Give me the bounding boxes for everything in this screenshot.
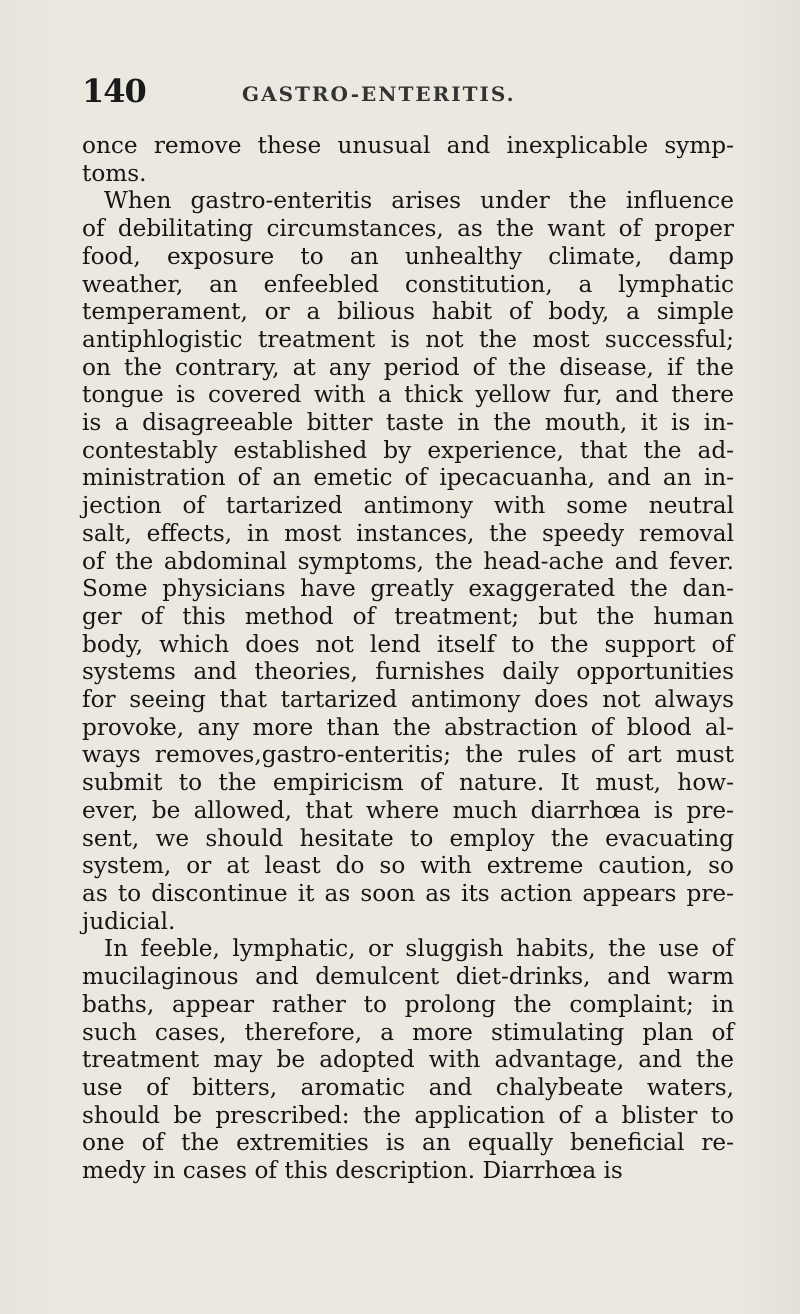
page-number: 140: [82, 72, 146, 110]
text-line: one of the extremities is an equally beneficial re-: [82, 1129, 734, 1157]
text-line: antiphlogistic treatment is not the most successful;: [82, 325, 734, 353]
paragraph-treatment: [82, 187, 734, 935]
text-line: baths, appear rather to prolong the complaint; in: [82, 990, 734, 1018]
text-line: weather, an enfeebled constitution, a lymphatic: [82, 270, 734, 298]
text-line: ger of this method of treatment; but the human: [82, 602, 734, 630]
text-line: salt, effects, in most instances, the speedy removal: [82, 519, 734, 547]
text-line: submit to the empiricism of nature. It must, how-: [82, 769, 734, 797]
text-line: medy in cases of this description. Diarrhœa is: [82, 1157, 623, 1185]
text-line: Some physicians have greatly exaggerated the dan-: [82, 575, 734, 603]
text-line: tongue is covered with a thick yellow fur, and there: [82, 381, 734, 409]
text-line: temperament, or a bilious habit of body, a simple: [82, 298, 734, 326]
text-line: treatment may be adopted with advantage, and the: [82, 1046, 734, 1074]
text-line: for seeing that tartarized antimony does not always: [82, 686, 734, 714]
text-line: of the abdominal symptoms, the head-ache and fever.: [82, 547, 734, 575]
text-line: ministration of an emetic of ipecacuanha, and an in-: [82, 464, 734, 492]
text-line: is a disagreeable bitter taste in the mouth, it is in-: [82, 409, 734, 437]
text-line: as to discontinue it as soon as its action appears pre-: [82, 879, 734, 907]
text-line: judicial.: [82, 907, 176, 935]
text-line: once remove these unusual and inexplicable symp-: [82, 132, 734, 159]
body-text: [82, 132, 734, 1185]
text-line: system, or at least do so with extreme caution, so: [82, 852, 734, 880]
text-line: systems and theories, furnishes daily opportunities: [82, 658, 734, 686]
text-line: food, exposure to an unhealthy climate, damp: [82, 242, 734, 270]
paragraph-continued: [82, 132, 734, 187]
text-line: mucilaginous and demulcent diet-drinks, and warm: [82, 963, 734, 991]
text-line: toms.: [82, 159, 147, 187]
text-line: use of bitters, aromatic and chalybeate waters,: [82, 1073, 734, 1101]
text-line: provoke, any more than the abstraction of blood al-: [82, 713, 734, 741]
running-head: GASTRO-ENTERITIS.: [242, 82, 516, 106]
text-line: should be prescribed: the application of a blister to: [82, 1101, 734, 1129]
text-line: sent, we should hesitate to employ the evacuating: [82, 824, 734, 852]
page-header: [82, 72, 722, 112]
text-line: ways removes,gastro-enteritis; the rules of art must: [82, 741, 734, 769]
text-line: on the contrary, at any period of the disease, if the: [82, 353, 734, 381]
text-line: of debilitating circumstances, as the want of proper: [82, 215, 734, 243]
text-line: body, which does not lend itself to the support of: [82, 630, 734, 658]
text-line: ever, be allowed, that where much diarrhœa is pre-: [82, 796, 734, 824]
text-line: jection of tartarized antimony with some neutral: [82, 492, 734, 520]
text-line: When gastro-enteritis arises under the influence: [104, 187, 734, 215]
text-line: In feeble, lymphatic, or sluggish habits, the use of: [104, 935, 734, 963]
paragraph-feeble-habits: [82, 935, 734, 1184]
text-line: such cases, therefore, a more stimulating plan of: [82, 1018, 734, 1046]
text-line: contestably established by experience, that the ad-: [82, 436, 734, 464]
